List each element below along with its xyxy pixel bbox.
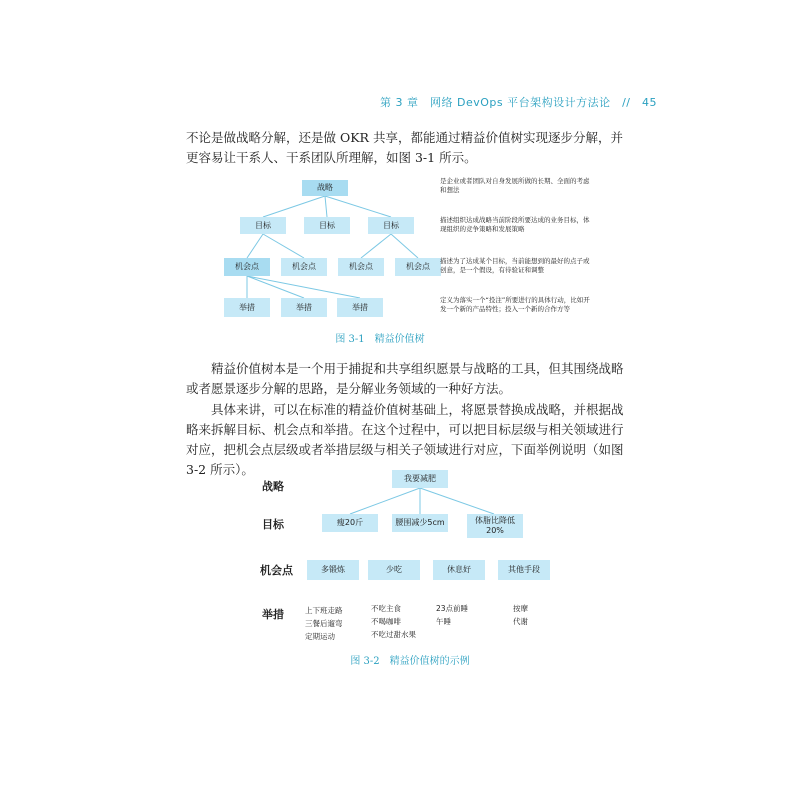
fig1-note-action: 定义为落实一个“投注”所要进行的具体行动，比如开发一个新的产品特性；投入一个新的合作方等 [440, 296, 590, 313]
fig1-note-goal: 描述组织达成战略当前阶段所要达成的业务目标，体现组织的竞争策略和发展策略 [440, 216, 590, 233]
paragraph-1-text: 不论是做战略分解，还是做 OKR 共享，都能通过精益价值树实现逐步分解，并更容易让干系人、干系团队所理解，如图 3-1 所示。 [186, 130, 623, 165]
fig2-action-item: 不吃主食 [371, 604, 401, 613]
fig1-goal-box: 目标 [304, 217, 350, 234]
fig1-action-box: 举措 [337, 298, 383, 317]
fig2-action-item: 代谢 [513, 617, 528, 626]
fig2-opportunity-box: 休息好 [433, 560, 485, 580]
fig1-note-strategy: 是企业或者团队对自身发展所做的长期、全面的考虑和想法 [440, 177, 590, 194]
fig2-action-item: 午睡 [436, 617, 451, 626]
fig2-opportunity-box: 少吃 [368, 560, 420, 580]
fig2-opportunity-box: 其他手段 [498, 560, 550, 580]
fig2-action-item: 不喝咖啡 [371, 617, 401, 626]
fig2-strategy-box: 我要减肥 [392, 470, 448, 488]
fig2-action-group [305, 604, 343, 643]
fig2-action-group [436, 602, 468, 628]
fig2-opportunity-box: 多锻炼 [307, 560, 359, 580]
fig2-action-item: 不吃过甜水果 [371, 630, 416, 639]
figure-3-2-caption: 图 3-2 精益价值树的示例 [350, 656, 470, 667]
fig2-goal-box: 腰围减少5cm [392, 514, 448, 532]
fig2-action-item: 23点前睡 [436, 604, 469, 613]
fig1-strategy-box: 战略 [302, 180, 348, 196]
fig1-goal-box: 目标 [368, 217, 414, 234]
fig2-action-item: 定期运动 [305, 632, 335, 641]
fig2-action-group [513, 602, 528, 628]
fig2-row-label-opportunity: 机会点 [260, 564, 293, 577]
fig2-action-group [371, 602, 416, 641]
paragraph-3-text: 具体来讲，可以在标准的精益价值树基础上，将愿景替换成战略，并根据战略来拆解目标、机会点和举措。在这个过程中，可以把目标层级与相关领域进行对应，把机会点层级或者举措层级与相关子领域进行对应，下面举例说明（如图 3-2 所示）。 [186, 402, 624, 477]
fig1-opportunity-box: 机会点 [281, 258, 327, 276]
figure-3-1-caption: 图 3-1 精益价值树 [335, 334, 425, 345]
fig2-goal-box: 瘦20斤 [322, 514, 378, 532]
fig1-goal-box: 目标 [240, 217, 286, 234]
fig1-action-box: 举措 [224, 298, 270, 317]
fig2-action-item: 按摩 [513, 604, 528, 613]
fig2-row-label-strategy: 战略 [262, 480, 284, 493]
fig1-opportunity-box: 机会点 [338, 258, 384, 276]
fig2-action-item: 上下班走路 [305, 606, 343, 615]
fig2-action-item: 三餐后遛弯 [305, 619, 343, 628]
fig2-goal-box: 体脂比降低 20% [467, 514, 523, 538]
fig1-action-box: 举措 [281, 298, 327, 317]
fig1-opportunity-box: 机会点 [395, 258, 441, 276]
running-header: 第 3 章 网络 DevOps 平台架构设计方法论 // 45 [380, 96, 658, 109]
fig2-row-label-action: 举措 [262, 608, 284, 621]
fig2-row-label-goal: 目标 [262, 518, 284, 531]
fig1-note-opportunity: 描述为了达成某个目标，当前能想到的最好的点子或创意，是一个假设，有待验证和调整 [440, 257, 590, 274]
paragraph-2-text: 精益价值树本是一个用于捕捉和共享组织愿景与战略的工具，但其围绕战略或者愿景逐步分解的思路，是分解业务领域的一种好方法。 [186, 361, 624, 396]
fig1-opportunity-box: 机会点 [224, 258, 270, 276]
